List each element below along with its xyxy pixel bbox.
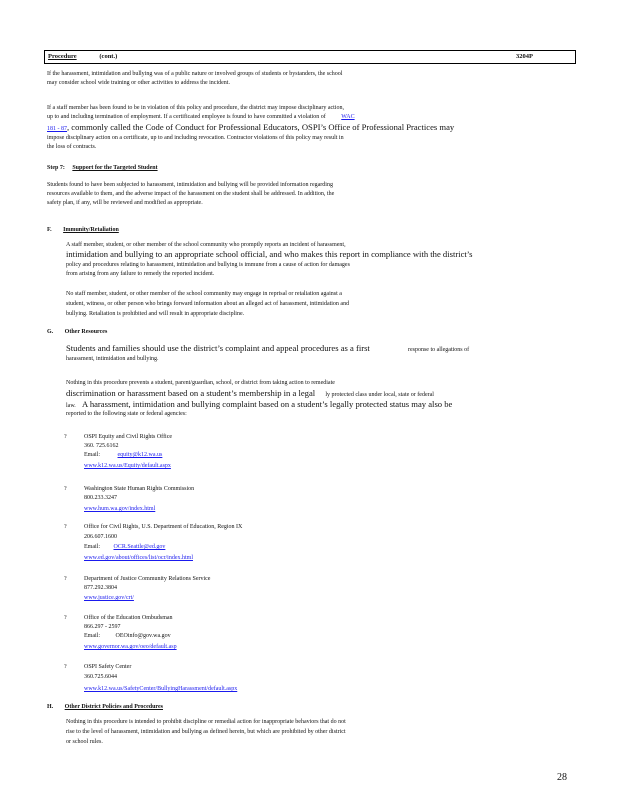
bullet-icon: ? [64,434,67,440]
agency-web-link[interactable]: www.k12.wa.us/SafetyCenter/BullyingHarassment/default.aspx [84,686,238,692]
paragraph-line: intimidation and bullying to an appropriate school official, and who makes this report in compliance with the district’s [66,249,473,259]
agency-phone: 866.297 - 2597 [84,624,121,630]
paragraph-line: or school rules. [66,739,103,745]
paragraph-line: impose disciplinary action on a certificate, up to and including revocation. Contractor violations of this policy may result in [47,135,344,141]
paragraph-line: Nothing in this procedure is intended to prohibit discipline or remedial action for inappropriate behaviors that do not [66,719,346,725]
page-number: 28 [557,772,567,783]
paragraph-line: student, witness, or other person who brings forward information about an alleged act of harassment, intimidation and [66,301,350,307]
paragraph-line: reported to the following state or federal agencies: [66,411,187,417]
agency-phone: 360.725.6044 [84,674,117,680]
section-g-title: Other Resources [64,329,108,335]
paragraph-line: policy and procedures relating to harassment, intimidation and bullying is immune from a cause of action for damages [66,262,350,268]
procedure-cont: (cont.) [99,53,118,60]
paragraph-line: bullying. Retaliation is prohibited and will result in appropriate discipline. [66,311,245,317]
bullet-icon: ? [64,664,67,670]
agency-email-row: Email: OCR.Seattle@ed.gov [84,543,193,551]
agency-name: OSPI Equity and Civil Rights Office [84,434,173,440]
paragraph-line: Nothing in this procedure prevents a student, parent/guardian, school, or district from taking action to remediate [66,380,335,386]
agency-name: Department of Justice Community Relations Service [84,576,211,582]
section-h-title: Other District Policies and Procedures [64,704,163,710]
agency-web-link[interactable]: www.k12.wa.us/Equity/default.aspx [84,463,171,469]
paragraph-line: from arising from any failure to remedy the reported incident. [66,271,215,277]
step-7-title: Support for the Targeted Student [72,165,158,171]
paragraph-line: safety plan, if any, will be reviewed and modified as appropriate. [47,200,203,206]
bullet-icon: ? [64,524,67,530]
paragraph-line: rise to the level of harassment, intimidation and bullying as defined herein, but which are prohibited by other district [66,729,346,735]
agency-web-link[interactable]: www.hum.wa.gov/index.html [84,506,156,512]
agency-email-text: OEOinfo@gov.wa.gov [115,633,171,639]
procedure-code: 3204P [516,53,533,60]
agency-name: Office of the Education Ombudsman [84,615,173,621]
agency-email-link[interactable]: equity@k12.wa.us [117,452,163,458]
agency-email-row: Email: OEOinfo@gov.wa.gov [84,633,171,639]
wac-number-link[interactable]: 181 - 87 [47,126,67,132]
paragraph-line: up to and including termination of employment. If a certificated employee is found to have committed a violation of WAC [47,114,355,120]
section-h-heading: H. Other District Policies and Procedures [47,703,193,711]
agency-phone: 360. 725.6162 [84,443,119,449]
agency-name: Washington State Human Rights Commission [84,486,195,492]
bullet-icon: ? [64,615,67,621]
paragraph-line: resources available to them, and the adverse impact of the harassment on the student shall be addressed. In addition, the [47,191,335,197]
agency-email-row: Email: equity@k12.wa.us [84,452,163,458]
paragraph-line: A staff member, student, or other member of the school community who promptly reports an incident of harassment, [66,242,346,248]
paragraph-line: may consider school wide training or other activities to address the incident. [47,80,230,86]
paragraph-line: Students found to have been subjected to harassment, intimidation and bullying will be provided information regarding [47,182,333,188]
paragraph-line: the loss of contracts. [47,144,97,150]
paragraph-line: 181 - 87, commonly called the Code of Conduct for Professional Educators, OSPI’s Office of Professional Practices may [47,122,455,132]
paragraph-line: No staff member, student, or other member of the school community may engage in reprisal or retaliation against a [66,291,342,297]
paragraph-line: Students and families should use the district’s complaint and appeal procedures as a first response to allegations of [66,343,470,353]
agency-email-link[interactable]: OCR.Seattle@ed.gov [113,544,166,550]
section-g-heading: G. Other Resources [47,329,108,335]
agency-phone: 206.607.1600 [84,534,117,540]
section-f-title: Immunity/Retaliation [63,227,119,233]
agency-phone: 800.233.3247 [84,495,117,501]
bullet-icon: ? [64,486,67,492]
agency-phone: 877.292.3804 [84,585,117,591]
paragraph-line: If the harassment, intimidation and bullying was of a public nature or involved groups of students or bystanders, the school [47,71,343,77]
step-7-heading: Step 7: Support for the Targeted Student [47,164,188,172]
agency-web-link[interactable]: www.justice.gov/crt/ [84,595,134,601]
paragraph-line: If a staff member has been found to be in violation of this policy and procedure, the district may impose disciplinary action, [47,105,344,111]
paragraph-line: discrimination or harassment based on a student’s membership in a legal ly protected class under local, state or federal [66,388,434,398]
paragraph-line: law. A harassment, intimidation and bullying complaint based on a student’s legally protected status may also be [66,399,453,409]
agency-name: Office for Civil Rights, U.S. Department of Education, Region IX [84,524,243,530]
agency-web-link[interactable]: www.governor.wa.gov/oeo/default.asp [84,644,177,650]
procedure-label: Procedure [48,53,77,60]
paragraph-line: harassment, intimidation and bullying. [66,356,159,362]
agency-name: OSPI Safety Center [84,664,132,670]
procedure-header [44,50,576,64]
wac-link[interactable]: WAC [341,114,355,120]
agency-web-link[interactable]: www.ed.gov/about/offices/list/ocr/index.html [84,555,193,561]
section-f-heading: F. Immunity/Retaliation [47,227,119,233]
bullet-icon: ? [64,576,67,582]
